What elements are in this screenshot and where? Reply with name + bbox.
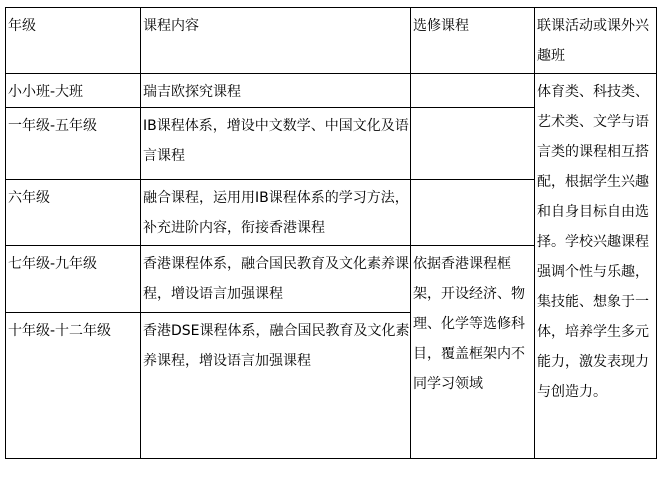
header-activities: 联课活动或课外兴趣班 [535,8,657,74]
header-electives: 选修课程 [411,8,535,74]
content-cell: 香港DSE课程体系，融合国民教育及文化素养课程，增设语言加强课程 [141,313,411,459]
header-grade: 年级 [6,8,141,74]
header-content: 课程内容 [141,8,411,74]
activities-cell: 体育类、科技类、艺术类、文学与语言类的课程相互搭配，根据学生兴趣和自身目标自由选择。学校兴趣课程强调个性与乐趣，集技能、想象于一体，培养学生多元能力，激发表现力与创造力。 [535,74,657,459]
electives-empty-cell [411,180,535,246]
header-row [6,8,657,74]
electives-cell: 依据香港课程框架，开设经济、物理、化学等选修科目，覆盖框架内不同学习领域 [411,246,535,459]
content-cell: 瑞吉欧探究课程 [141,74,411,108]
content-cell: 香港课程体系，融合国民教育及文化素养课程，增设语言加强课程 [141,246,411,313]
grade-cell: 十年级-十二年级 [6,313,141,459]
grade-cell: 小小班-大班 [6,74,141,108]
grade-cell: 七年级-九年级 [6,246,141,313]
content-cell: 融合课程，运用用IB课程体系的学习方法，补充进阶内容，衔接香港课程 [141,180,411,246]
electives-empty-cell [411,108,535,180]
table-row [6,74,657,108]
content-cell: IB课程体系，增设中文数学、中国文化及语言课程 [141,108,411,180]
grade-cell: 一年级-五年级 [6,108,141,180]
curriculum-table [5,7,657,459]
grade-cell: 六年级 [6,180,141,246]
electives-empty-cell [411,74,535,108]
